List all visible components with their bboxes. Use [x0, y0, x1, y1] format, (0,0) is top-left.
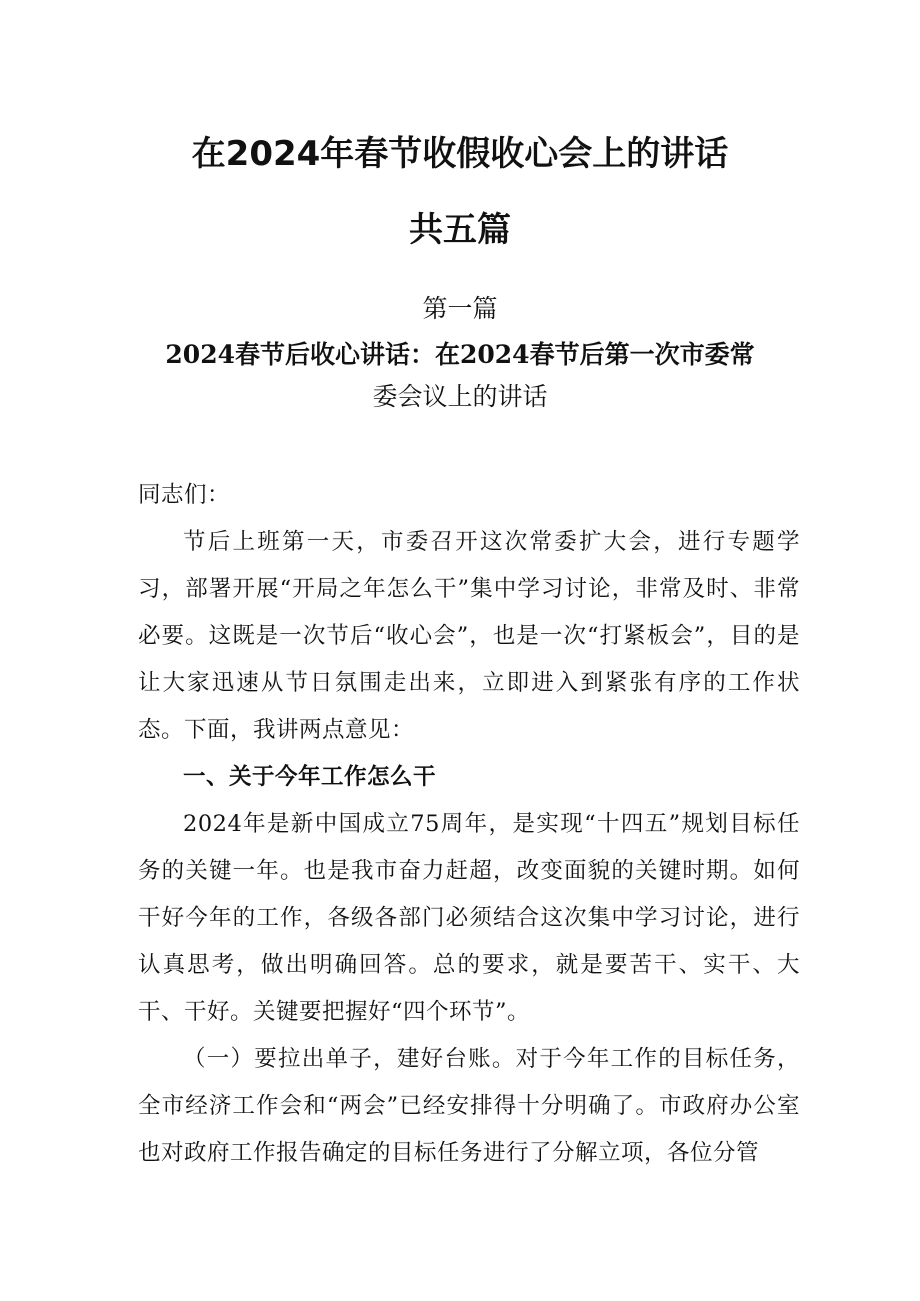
- document-subtitle: 共五篇: [409, 210, 511, 250]
- section-heading: 一、关于今年工作怎么干: [183, 764, 437, 790]
- paragraph: 2024年是新中国成立75周年，是实现“十四五”规划目标任务的关键一年。也是我市奋力赶超，改变面貌的关键时期。如何干好今年的工作，各级各部门必须结合这次集中学习讨论，进行认真思考，做出明确回答。总的要求，就是要苦干、实干、大干、干好。关键要把握好“四个环节”。: [138, 811, 800, 1025]
- section-label: 第一篇: [422, 294, 498, 323]
- section-title-line2: 委会议上的讲话: [372, 382, 548, 411]
- salutation: 同志们：: [138, 482, 231, 508]
- paragraph: 节后上班第一天，市委召开这次常委扩大会，进行专题学习，部署开展“开局之年怎么干”集中学习讨论，非常及时、非常必要。这既是一次节后“收心会”，也是一次“打紧板会”，目的是让大家迅速从节日氛围走出来，立即进入到紧张有序的工作状态。下面，我讲两点意见：: [138, 529, 800, 743]
- paragraph: （一）要拉出单子，建好台账。对于今年工作的目标任务，全市经济工作会和“两会”已经安排得十分明确了。市政府办公室也对政府工作报告确定的目标任务进行了分解立项，各位分管: [138, 1046, 800, 1166]
- section-title-line1: 2024春节后收心讲话：在2024春节后第一次市委常: [165, 340, 755, 369]
- document-body: [138, 472, 800, 1177]
- document-title: 在2024年春节收假收心会上的讲话: [191, 134, 729, 174]
